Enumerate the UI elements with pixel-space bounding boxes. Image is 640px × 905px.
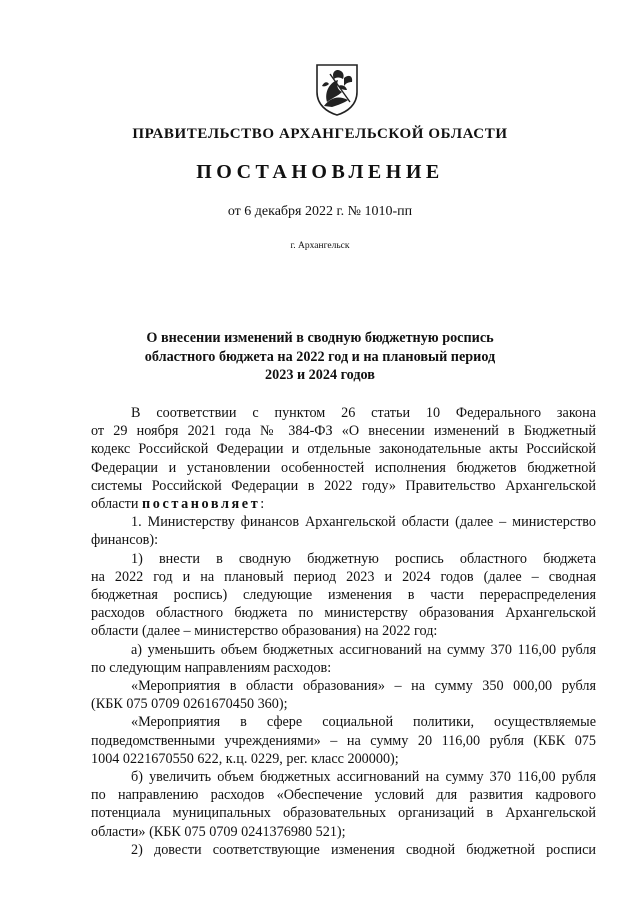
- title-line: областного бюджета на 2022 год и на плановый период: [144, 348, 496, 365]
- body-line: а) уменьшить объем бюджетных ассигнований на сумму 370 116,00 рубля: [131, 641, 596, 658]
- body-line: расходов областного бюджета по министерству образования Архангельской: [91, 605, 596, 622]
- body-line: б) увеличить объем бюджетных ассигнований на сумму 370 116,00 рубля: [131, 769, 596, 786]
- body-line: подведомственными учреждениями» – на сумму 20 116,00 рубля (КБК 075: [91, 732, 596, 749]
- body-line: потенциала муниципальных образовательных организаций в Архангельской: [91, 805, 596, 822]
- body-line: (КБК 075 0709 0261670450 360);: [91, 696, 288, 713]
- document-city: г. Архангельск: [290, 241, 350, 251]
- resolves-keyword: постановляет: [141, 496, 261, 513]
- body-line: по следующим направлениям расходов:: [91, 659, 332, 676]
- body-line: «Мероприятия в сфере социальной политики, осуществляемые: [131, 714, 596, 731]
- document-date-number: от 6 декабря 2022 г. № 1010-пп: [227, 204, 413, 219]
- organization-name: ПРАВИТЕЛЬСТВО АРХАНГЕЛЬСКОЙ ОБЛАСТИ: [132, 126, 508, 142]
- body-line: системы Российской Федерации в 2022 году» Правительство Архангельской: [91, 477, 596, 494]
- document-body: [91, 404, 596, 859]
- body-line: от 29 ноября 2021 года № 384-ФЗ «О внесении изменений в Бюджетный: [91, 423, 596, 440]
- body-line: «Мероприятия в области образования» – на сумму 350 000,00 рубля: [131, 678, 596, 695]
- body-line: 1) внести в сводную бюджетную роспись областного бюджета: [131, 550, 596, 567]
- body-line: области (далее – министерство образования) на 2022 год:: [91, 623, 438, 640]
- document-title: [120, 329, 520, 385]
- body-text: области: [91, 496, 139, 513]
- body-line: финансов):: [91, 532, 159, 549]
- title-line: О внесении изменений в сводную бюджетную роспись: [146, 330, 494, 346]
- body-line: Федерации и установлении особенностей исполнения бюджетов бюджетной: [91, 459, 596, 476]
- body-text: :: [260, 496, 265, 513]
- body-line-resolves: [91, 495, 596, 513]
- title-line: 2023 и 2024 годов: [265, 367, 375, 383]
- body-line: области» (КБК 075 0709 0241376980 521);: [91, 823, 346, 840]
- body-line: по направлению расходов «Обеспечение условий для развития кадрового: [91, 787, 596, 804]
- body-line: В соответствии с пунктом 26 статьи 10 Федерального закона: [131, 405, 596, 421]
- body-line: на 2022 год и на плановый период 2023 и 2024 годов (далее – сводная: [91, 568, 596, 585]
- body-line: 1. Министерству финансов Архангельской области (далее – министерство: [131, 514, 596, 531]
- document-type: ПОСТАНОВЛЕНИЕ: [196, 161, 444, 183]
- body-line: 1004 0221670550 622, к.ц. 0229, рег. класс 200000);: [91, 750, 399, 767]
- body-line: 2) довести соответствующие изменения сводной бюджетной росписи: [131, 841, 596, 858]
- body-line: кодекс Российской Федерации и отдельные законодательные акты Российской: [91, 441, 596, 458]
- body-line: бюджетная роспись) следующие изменения в части перераспределения: [91, 587, 596, 604]
- coat-of-arms-icon: [314, 62, 360, 116]
